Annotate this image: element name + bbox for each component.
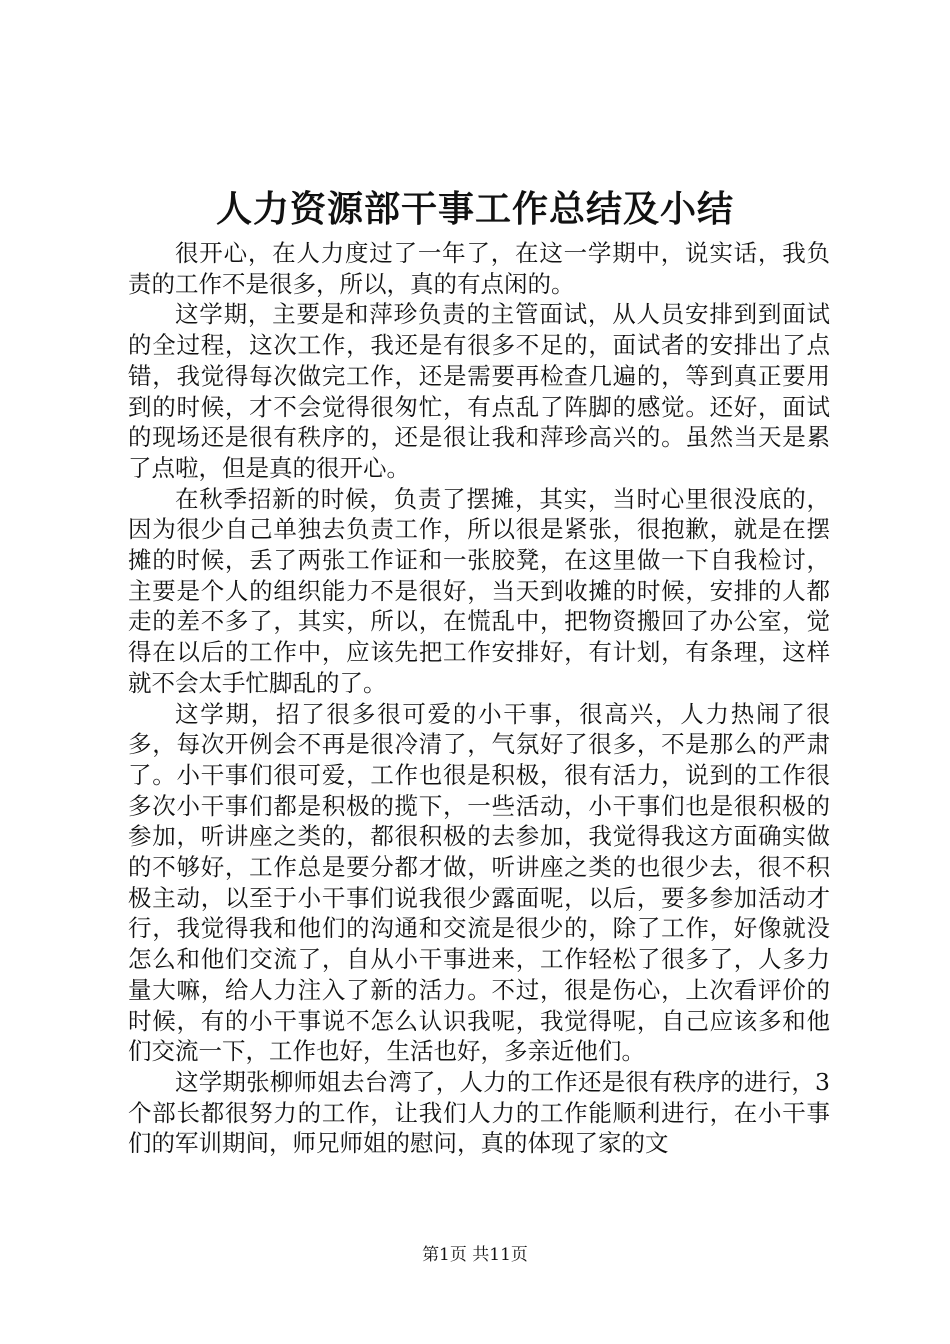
paragraph-5: 这学期张柳师姐去台湾了，人力的工作还是很有秩序的进行，3个部长都很努力的工作，让我们人力的工作能顺利进行，在小干事们的军训期间，师兄师姐的慰问，真的体现了家的文 bbox=[128, 1067, 830, 1158]
paragraph-2: 这学期，主要是和萍珍负责的主管面试，从人员安排到到面试的全过程，这次工作，我还是有很多不足的，面试者的安排出了点错，我觉得每次做完工作，还是需要再检查几遍的，等到真正要用到的时候，才不会觉得很匆忙，有点乱了阵脚的感觉。还好，面试的现场还是很有秩序的，还是很让我和萍珍高兴的。虽然当天是累了点啦，但是真的很开心。 bbox=[128, 300, 830, 482]
document-body bbox=[128, 238, 830, 1159]
paragraph-1: 很开心，在人力度过了一年了，在这一学期中，说实话，我负责的工作不是很多，所以，真的有点闲的。 bbox=[128, 239, 830, 298]
paragraph-4: 这学期，招了很多很可爱的小干事，很高兴，人力热闹了很多，每次开例会不再是很冷清了，气氛好了很多，不是那么的严肃了。小干事们很可爱，工作也很是积极，很有活力，说到的工作很多次小干事们都是积极的揽下，一些活动，小干事们也是很积极的参加，听讲座之类的，都很积极的去参加，我觉得我这方面确实做的不够好，工作总是要分都才做，听讲座之类的也很少去，很不积极主动，以至于小干事们说我很少露面呢，以后，要多参加活动才行，我觉得我和他们的沟通和交流是很少的，除了工作，好像就没怎么和他们交流了，自从小干事进来，工作轻松了很多了，人多力量大嘛，给人力注入了新的活力。不过，很是伤心，上次看评价的时候，有的小干事说不怎么认识我呢，我觉得呢，自己应该多和他们交流一下，工作也好，生活也好，多亲近他们。 bbox=[128, 699, 830, 1066]
page-number-footer: 第1页 共11页 bbox=[422, 1245, 528, 1265]
paragraph-3: 在秋季招新的时候，负责了摆摊，其实，当时心里很没底的，因为很少自己单独去负责工作，所以很是紧张，很抱歉，就是在摆摊的时候，丢了两张工作证和一张胶凳，在这里做一下自我检讨，主要是个人的组织能力不是很好，当天到收摊的时候，安排的人都走的差不多了，其实，所以，在慌乱中，把物资搬回了办公室，觉得在以后的工作中，应该先把工作安排好，有计划，有条理，这样就不会太手忙脚乱的了。 bbox=[128, 484, 830, 697]
document-title: 人力资源部干事工作总结及小结 bbox=[215, 188, 734, 230]
